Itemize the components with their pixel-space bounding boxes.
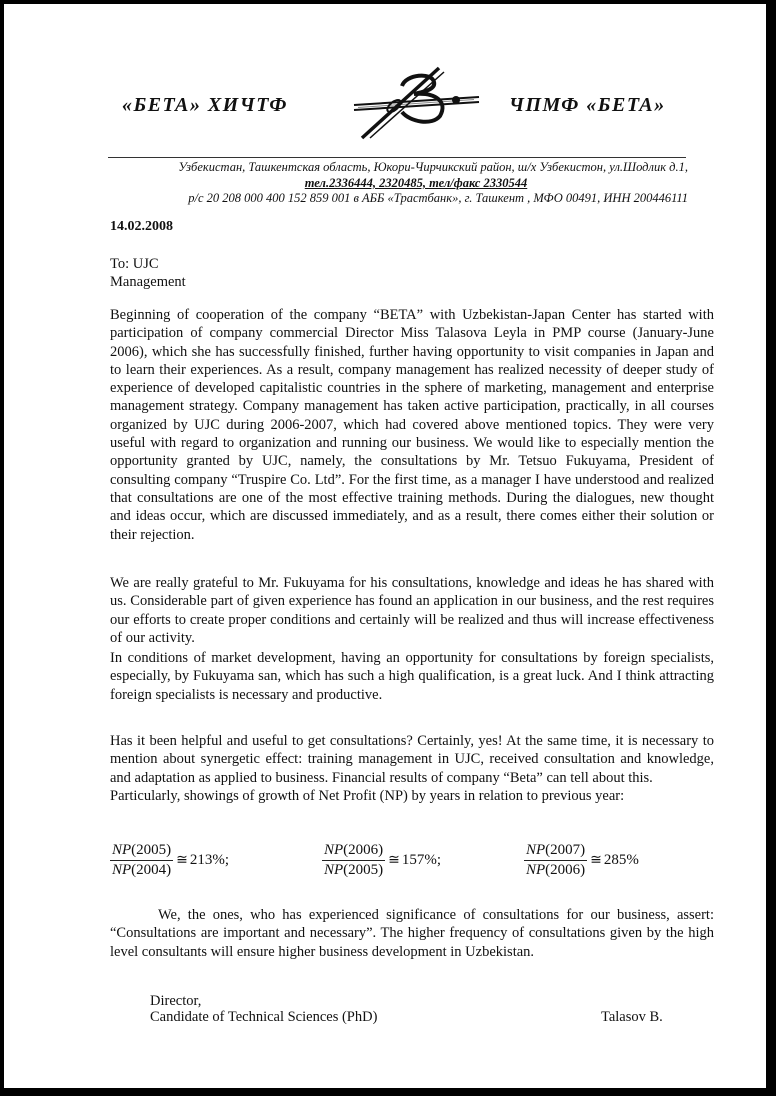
numerator-year: (2007)	[545, 842, 586, 858]
ratio-value: 213%;	[189, 852, 230, 868]
denominator-year: (2004)	[131, 862, 172, 878]
company-name-right: ЧПМФ «БЕТА»	[509, 94, 666, 116]
bank-details-line: р/с 20 208 000 400 152 859 001 в АББ «Трастбанк», г. Ташкент , МФО 00491, ИНН 200446111	[188, 191, 688, 205]
paragraph-np-intro: Particularly, showings of growth of Net Profit (NP) by years in relation to previous year:	[110, 787, 625, 804]
ratio-value: 285%	[603, 852, 639, 868]
recipient-line: To: UJC	[110, 256, 159, 272]
approx-sign: ≅	[388, 853, 400, 868]
recipient-block	[110, 255, 186, 291]
formula-2007	[524, 842, 639, 879]
approx-sign: ≅	[590, 853, 602, 868]
net-profit-formulas	[110, 842, 710, 888]
formula-2005	[110, 842, 229, 879]
denominator-var: NP	[526, 862, 546, 878]
denominator-var: NP	[112, 862, 132, 878]
denominator-year: (2006)	[545, 862, 586, 878]
paragraph-results	[110, 732, 714, 805]
signature-degree: Candidate of Technical Sciences (PhD)	[150, 1009, 378, 1025]
address-line: Узбекистан, Ташкентская область, Юкори-Чирчикский район, ш/х Узбекистон, ул.Шодлик д.1,	[178, 160, 688, 174]
paragraph-gratitude: We are really grateful to Mr. Fukuyama for his consultations, knowledge and ideas he has shared with us. Considerable part of given experience has found an application in our business, and the rest requires our efforts to create proper conditions and certainly will be realized and thus will increase effectiveness of our activity.	[110, 575, 714, 646]
numerator-var: NP	[324, 842, 344, 858]
company-name-left: «БЕТА» ХИЧТФ	[122, 94, 288, 116]
ratio-value: 157%;	[401, 852, 442, 868]
letter-page	[4, 4, 766, 1088]
paragraph-market: In conditions of market development, having an opportunity for consultations by foreign specialists, especially, by Fukuyama san, which has such a high qualification, is a great luck. And I think attracting foreign specialists is necessary and productive.	[110, 650, 714, 703]
denominator-year: (2005)	[343, 862, 384, 878]
fraction	[524, 842, 587, 879]
paragraph-conclusion: We, the ones, who has experienced significance of consultations for our business, assert: “Consultations are important and necessary”. The higher frequency of consultations given by the high level consultants will ensure higher business development in Uzbekistan.	[110, 907, 714, 960]
fraction	[110, 842, 173, 879]
signature-title: Director,	[150, 993, 202, 1009]
numerator-year: (2006)	[343, 842, 384, 858]
letter-date: 14.02.2008	[110, 219, 173, 234]
phone-line: тел.2336444, 2320485, тел/факс 2330544	[304, 176, 528, 190]
approx-sign: ≅	[176, 853, 188, 868]
paragraph-results-text: Has it been helpful and useful to get consultations? Certainly, yes! At the same time, it is necessary to mention about synergetic effect: training management in UJC, received consultation and knowledge, and adaptation as applied to business. Financial results of company “Beta” can tell about this.	[110, 733, 714, 786]
paragraph-cooperation: Beginning of cooperation of the company “BETA” with Uzbekistan-Japan Center has started with participation of company commercial Director Miss Talasova Leyla in PMP course (January-June 2006), which she has successfully finished, further having opportunity to visit companies in Japan and to learn their experiences. As a result, company management has realized necessity of deeper study of experience of developed capitalistic countries in the sphere of marketing, management and enterprise management strategy. Company management has taken active participation, practically, in all courses organized by UJC during 2006-2007, which had covered above mentioned topics. They were very useful with regard to organization and running our business. We would like to especially mention the opportunity granted by UJC, namely, the consultations by Mr. Tetsuo Fukuyama, President of consulting company “Truspire Co. Ltd”. For the first time, as a manager I have understood and realized that consultations are one of the most effective training methods. During the dialogues, new thought and ideas occur, which are discussed immediately, and as a result, there comes either their solution or their rejection.	[110, 307, 714, 543]
denominator-var: NP	[324, 862, 344, 878]
beta-company-logo-icon	[344, 64, 484, 144]
numerator-var: NP	[112, 842, 132, 858]
numerator-year: (2005)	[131, 842, 172, 858]
recipient-department: Management	[110, 274, 186, 290]
numerator-var: NP	[526, 842, 546, 858]
signature-name: Talasov B.	[601, 1009, 663, 1025]
fraction	[322, 842, 385, 879]
letterhead-divider	[108, 157, 686, 158]
formula-2006	[322, 842, 441, 879]
